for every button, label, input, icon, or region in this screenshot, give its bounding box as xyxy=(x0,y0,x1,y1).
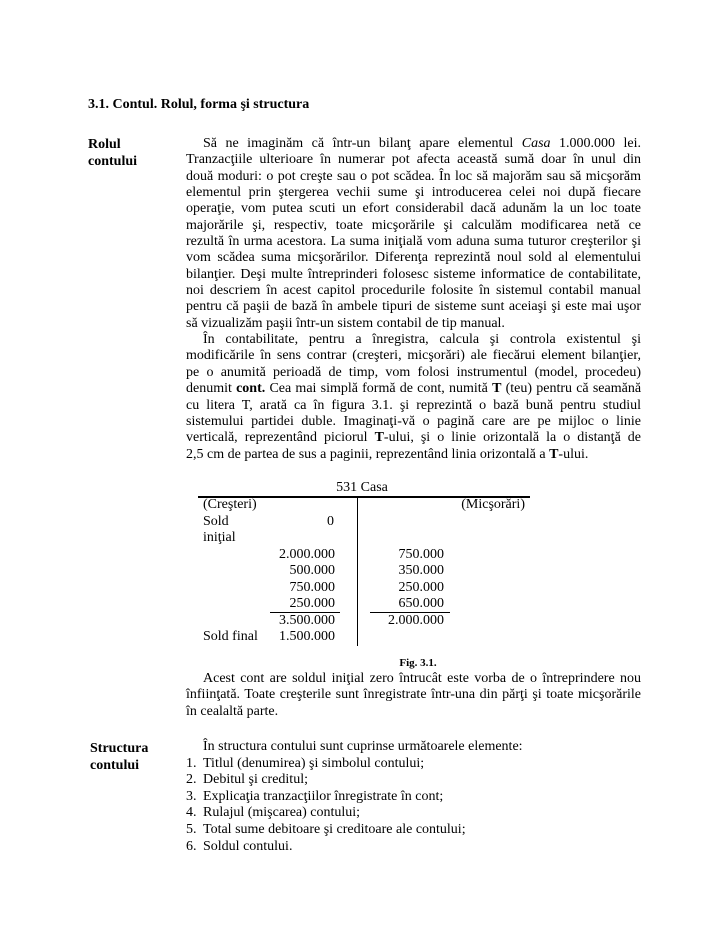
margin-label-rolul xyxy=(88,136,137,170)
paragraph xyxy=(186,332,641,463)
list-number: 1. xyxy=(186,755,197,771)
list-text: Soldul contului. xyxy=(203,838,293,854)
credit-total: 2.000.000 xyxy=(388,612,444,628)
paragraph xyxy=(186,136,641,332)
opening-balance-label: iniţial xyxy=(203,530,236,545)
list-text: Titlul (denumirea) şi simbolul contului; xyxy=(203,755,425,771)
text-line: operaţie, vom putea scuti un efort considerabil dacă adunăm la un loc toate xyxy=(186,201,641,217)
after-figure-paragraph xyxy=(186,671,641,720)
margin-label-line: Rolul xyxy=(88,137,121,152)
text-run: verticală, reprezentând piciorul xyxy=(186,430,368,446)
credit-entry: 650.000 xyxy=(398,596,444,611)
credit-entry: 350.000 xyxy=(398,563,444,578)
figure-caption: Fig. 3.1. xyxy=(399,657,437,669)
opening-balance-label: Sold xyxy=(203,513,229,529)
text-line: rezultă în urma acestora. La suma iniţială vom aduna suma tuturor creşterilor şi xyxy=(186,234,641,250)
text-run: 2,5 cm de partea de sus a paginii, reprezentând linia orizontală a xyxy=(186,446,546,462)
debit-entry: 750.000 xyxy=(289,579,335,595)
text-line: înfiinţată. Toate creşterile sunt înregistrate într-una din părţi şi toate micşorările xyxy=(186,687,641,703)
text-line: elementul prin ştergerea vechii sume şi introducerea celei noi după fiecare xyxy=(186,185,641,201)
text-line: pe o anumită perioadă de timp, vom folosi instrumentul (model, procedeu) xyxy=(186,364,641,380)
text-line xyxy=(186,447,641,463)
list-number: 2. xyxy=(186,772,197,788)
text-line: noi descriem în acest capitol procedurile folosite în sistemul contabil manual xyxy=(186,283,641,299)
text-run: Să ne imaginăm că într-un bilanţ apare elementul xyxy=(203,136,514,151)
list-text: Rulajul (mişcarea) contului; xyxy=(203,805,361,821)
text-line: Tranzacţiile ulterioare în numerar pot afecta această sumă doar în unul din xyxy=(186,152,641,168)
bold-term: T xyxy=(374,430,384,446)
text-run: 1.000.000 lei. xyxy=(559,136,642,151)
bold-term: T xyxy=(492,381,502,397)
credit-entry: 750.000 xyxy=(398,546,444,562)
text-line xyxy=(186,430,641,446)
debit-entry: 250.000 xyxy=(289,596,335,611)
credit-side-header: (Micşorări) xyxy=(461,497,525,512)
debit-side-header: (Creşteri) xyxy=(203,497,257,512)
text-run: -ului. xyxy=(558,446,589,462)
text-line: bilanţier. Deşi multe întreprinderi folosesc sisteme informatice de contabilitate, xyxy=(186,266,641,282)
text-run: denumit xyxy=(186,381,232,397)
closing-balance-value: 1.500.000 xyxy=(279,629,335,644)
text-line xyxy=(186,381,641,397)
closing-balance-label: Sold final xyxy=(203,629,258,644)
list-number: 5. xyxy=(186,822,197,837)
text-line: să vizualizăm paşii într-un sistem contabil de tip manual. xyxy=(186,315,505,331)
text-line: modificările în sens contrar (creşteri, micşorări) ale fiecărui element bilanţier, xyxy=(186,348,641,364)
text-run: -ului, şi o linie orizontală la o distanţă de xyxy=(383,430,642,446)
rolul-body xyxy=(186,136,641,463)
section-heading: 3.1. Contul. Rolul, forma şi structura xyxy=(88,97,310,112)
text-run: Cea mai simplă formă de cont, numită xyxy=(269,381,488,397)
text-line: în cealaltă parte. xyxy=(186,703,279,719)
text-line: cu litera T, arată ca în figura 3.1. şi reprezintă o bază bună pentru studiul xyxy=(186,397,641,413)
list-text: Debitul şi creditul; xyxy=(203,772,308,788)
bold-term: cont. xyxy=(236,381,266,397)
text-line: majorările şi, respectiv, toate micşorările şi calculăm modificarea netă ce xyxy=(186,217,641,233)
margin-label-structura xyxy=(90,740,148,774)
text-line: pentru că paşii de bază în ambele tipuri de sisteme sunt aceiaşi şi este mai uşor xyxy=(186,299,641,315)
list-text: Total sume debitoare şi creditoare ale contului; xyxy=(203,822,466,837)
opening-balance-value: 0 xyxy=(327,513,334,529)
text-run: (teu) pentru că seamănă xyxy=(505,381,642,397)
t-account-vertical-rule xyxy=(357,496,358,646)
list-number: 3. xyxy=(186,788,197,804)
text-line: sistemului partidei duble. Imaginaţi-vă o pagină care are pe mijloc o linie xyxy=(186,413,641,429)
list-number: 4. xyxy=(186,805,197,821)
text-line: vom scădea suma micşorărilor. Diferenţa reprezintă noul sold al elementului xyxy=(186,250,641,266)
list-text: Explicaţia tranzacţiilor înregistrate în cont; xyxy=(203,788,444,804)
text-line: Acest cont are soldul iniţial zero întrucât este vorba de o întreprindere nou xyxy=(203,671,641,686)
margin-label-line: contului xyxy=(88,154,138,169)
credit-entry: 250.000 xyxy=(398,579,444,595)
list-intro: În structura contului sunt cuprinse următoarele elemente: xyxy=(203,739,523,754)
margin-label-line: contului xyxy=(90,758,140,773)
text-line: În contabilitate, pentru a înregistra, calcula şi controla existentul şi xyxy=(203,332,641,348)
margin-label-line: Structura xyxy=(90,741,149,756)
text-line xyxy=(186,136,641,152)
text-line: două moduri: o pot creşte sau o pot scădea. În loc să majorăm sau să micşorăm xyxy=(186,168,641,184)
debit-entry: 500.000 xyxy=(289,563,335,578)
list-number: 6. xyxy=(186,838,197,854)
debit-total: 3.500.000 xyxy=(279,612,335,628)
account-title: 531 Casa xyxy=(336,480,388,495)
debit-entry: 2.000.000 xyxy=(279,546,335,562)
bold-term: T xyxy=(549,446,559,462)
italic-term: Casa xyxy=(521,136,551,151)
